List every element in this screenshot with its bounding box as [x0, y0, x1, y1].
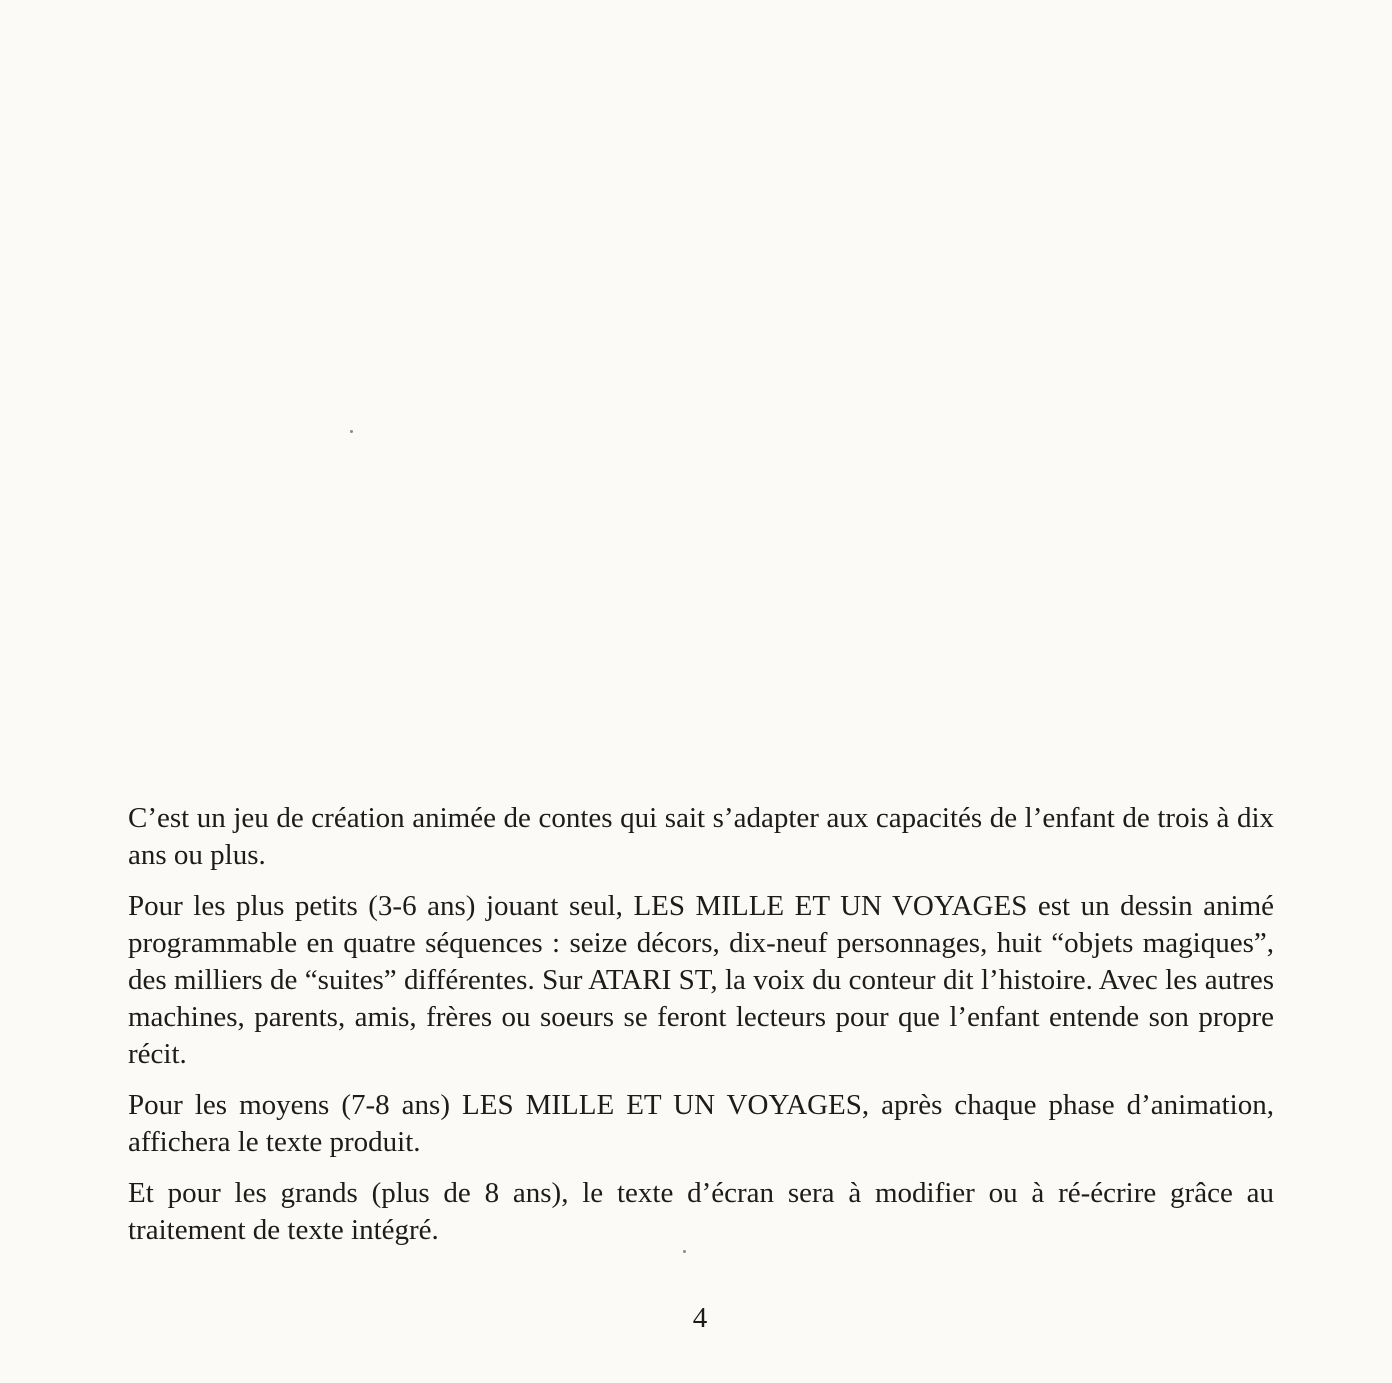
paragraph-intro: C’est un jeu de création animée de contes qui sait s’adapter aux capacités de l’enfant de trois à dix ans ou plus. — [128, 802, 1274, 871]
paper-speck — [350, 430, 353, 433]
body-text — [128, 800, 1274, 1263]
paragraph-grands: Et pour les grands (plus de 8 ans), le texte d’écran sera à modifier ou à ré-écrire grâce au traitement de texte intégré. — [128, 1177, 1274, 1246]
page-number: 4 — [692, 1302, 708, 1334]
paragraph-petits: Pour les plus petits (3-6 ans) jouant seul, LES MILLE ET UN VOYAGES est un dessin animé programmable en quatre séquences : seize décors, dix-neuf personnages, huit “objets magiques”, des milliers de “suites” différentes. Sur ATARI ST, la voix du conteur dit l’histoire. Avec les autres machines, parents, amis, frères ou soeurs se feront lecteurs pour que l’enfant entende son propre récit. — [128, 890, 1274, 1070]
paragraph-moyens: Pour les moyens (7-8 ans) LES MILLE ET UN VOYAGES, après chaque phase d’animation, affichera le texte produit. — [128, 1089, 1274, 1158]
